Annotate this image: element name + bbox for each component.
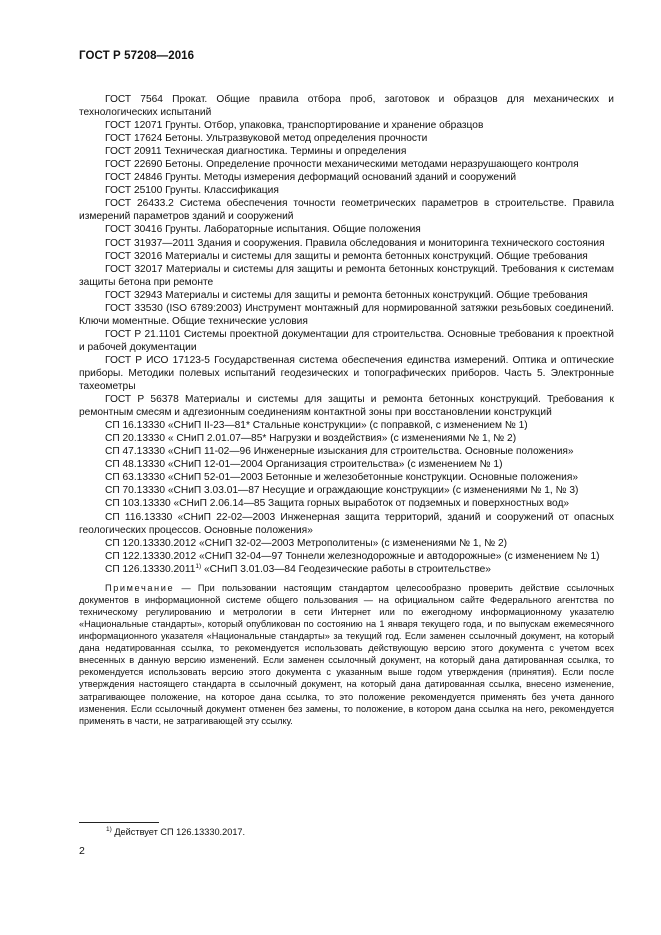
reference-item: СП 70.13330 «СНиП 3.03.01—87 Несущие и ограждающие конструкции» (с изменениями № 1, № 3): [105, 485, 579, 497]
footnote-divider: [79, 822, 159, 823]
page-number: 2: [79, 845, 85, 857]
reference-item: СП 63.13330 «СНиП 52-01—2003 Бетонные и железобетонные конструкции. Основные положения»: [105, 472, 579, 484]
reference-item: ГОСТ 32016 Материалы и системы для защиты и ремонта бетонных конструкций. Общие требования: [105, 250, 588, 262]
reference-title: «СНиП 3.01.03—84 Геодезические работы в строительстве»: [201, 563, 491, 575]
note-text: — При пользовании настоящим стандартом целесообразно проверить действие ссылочных документов в информационной системе общего пользования — на официальном сайте Федерального агентства по техническому регулированию и метрологии в сети Интернет или по ежегодному информационному указателю «Национальные стандарты», который опубликован по состоянию на 1 января текущего года, и по выпускам ежемесячного информационного указателя «Национальные стандарты» за текущий год. Если заменен ссылочный документ, на который дана недатированная ссылка, то рекомендуется использовать действующую версию этого документа с учетом всех внесенных в данную версию изменений. Если заменен ссылочный документ, на который дана датированная ссылка, то рекомендуется использовать версию этого документа с указанным выше годом утверждения (принятия). Если после утверждения настоящего стандарта в ссылочный документ, на который дана датированная ссылка, внесено изменение, затрагивающее положение, на которое дана ссылка, то это положение рекомендуется применять без учета данного изменения. Если ссылочный документ отменен без замены, то положение, в котором дана ссылка на него, рекомендуется применять в части, не затрагивающей эту ссылку.: [79, 582, 614, 726]
reference-item: ГОСТ 32943 Материалы и системы для защиты и ремонта бетонных конструкций. Общие требования: [105, 289, 588, 301]
note-label: Примечание: [105, 582, 175, 593]
reference-item: СП 120.13330.2012 «СНиП 32-02—2003 Метрополитены» (с изменениями № 1, № 2): [105, 537, 508, 549]
note-paragraph: [79, 582, 614, 727]
reference-item: СП 20.13330 « СНиП 2.01.07—85* Нагрузки и воздействия» (с изменениями № 1, № 2): [105, 433, 517, 445]
reference-code: СП 126.13330.2011: [105, 563, 196, 575]
reference-item: ГОСТ 22690 Бетоны. Определение прочности механическими методами неразрушающего контроля: [105, 159, 579, 171]
footnote-ref[interactable]: 1): [195, 562, 202, 570]
reference-item: ГОСТ 33530 (ISO 6789:2003) Инструмент монтажный для нормированной затяжки резьбовых соединений. Ключи моментные. Общие технические условия: [79, 302, 614, 327]
reference-item: СП 48.13330 «СНиП 12-01—2004 Организация строительства» (с изменением № 1): [105, 459, 503, 471]
reference-item: ГОСТ 31937—2011 Здания и сооружения. Правила обследования и мониторинга технического состояния: [105, 237, 605, 249]
reference-item: ГОСТ 20911 Техническая диагностика. Термины и определения: [105, 146, 407, 158]
reference-item: ГОСТ 24846 Грунты. Методы измерения деформаций оснований зданий и сооружений: [105, 172, 517, 184]
footnote-text: Действует СП 126.13330.2017.: [111, 827, 246, 837]
document-header: ГОСТ Р 57208—2016: [79, 50, 195, 62]
reference-item: ГОСТ 26433.2 Система обеспечения точности геометрических параметров в строительстве. Правила измерений параметров зданий и сооружений: [79, 198, 614, 223]
reference-item: СП 122.13330.2012 «СНиП 32-04—97 Тоннели железнодорожные и автодорожные» (с изменением № 1): [105, 550, 600, 562]
reference-item: ГОСТ 30416 Грунты. Лабораторные испытания. Общие положения: [105, 224, 421, 236]
reference-item: ГОСТ Р ИСО 17123-5 Государственная система обеспечения единства измерений. Оптика и оптические приборы. Методики полевых испытаний геодезических и топографических приборов. Часть 5. Электронные тахеометры: [79, 354, 614, 393]
reference-item: СП 103.13330 «СНиП 2.06.14—85 Защита горных выработок от подземных и поверхностных вод»: [105, 498, 570, 510]
reference-item: ГОСТ 12071 Грунты. Отбор, упаковка, транспортирование и хранение образцов: [105, 120, 484, 132]
reference-item: СП 47.13330 «СНиП 11-02—96 Инженерные изыскания для строительства. Основные положения»: [105, 446, 574, 458]
reference-item: ГОСТ 25100 Грунты. Классификация: [105, 185, 279, 197]
footnote: [106, 826, 245, 838]
reference-item: СП 16.13330 «СНиП II-23—81* Стальные конструкции» (с поправкой, с изменением № 1): [105, 420, 528, 432]
reference-item: ГОСТ 32017 Материалы и системы для защиты и ремонта бетонных конструкций. Требования к системам защиты бетона при ремонте: [79, 263, 614, 288]
reference-item: ГОСТ 17624 Бетоны. Ультразвуковой метод определения прочности: [105, 133, 428, 145]
reference-item-last: [79, 563, 614, 576]
reference-item: ГОСТ 7564 Прокат. Общие правила отбора проб, заготовок и образцов для механических и технологических испытаний: [79, 94, 614, 119]
normative-references: [79, 93, 614, 727]
footnote-marker: 1): [106, 826, 112, 833]
reference-item: СП 116.13330 «СНиП 22-02—2003 Инженерная защита территорий, зданий и сооружений от опасных геологических процессов. Основные положения»: [79, 511, 614, 536]
reference-item: ГОСТ Р 56378 Материалы и системы для защиты и ремонта бетонных конструкций. Требования к ремонтным смесям и адгезионным соединениям контактной зоны при восстановлении конструкций: [79, 394, 614, 419]
reference-item: ГОСТ Р 21.1101 Системы проектной документации для строительства. Основные требования к проектной и рабочей документации: [79, 328, 614, 353]
